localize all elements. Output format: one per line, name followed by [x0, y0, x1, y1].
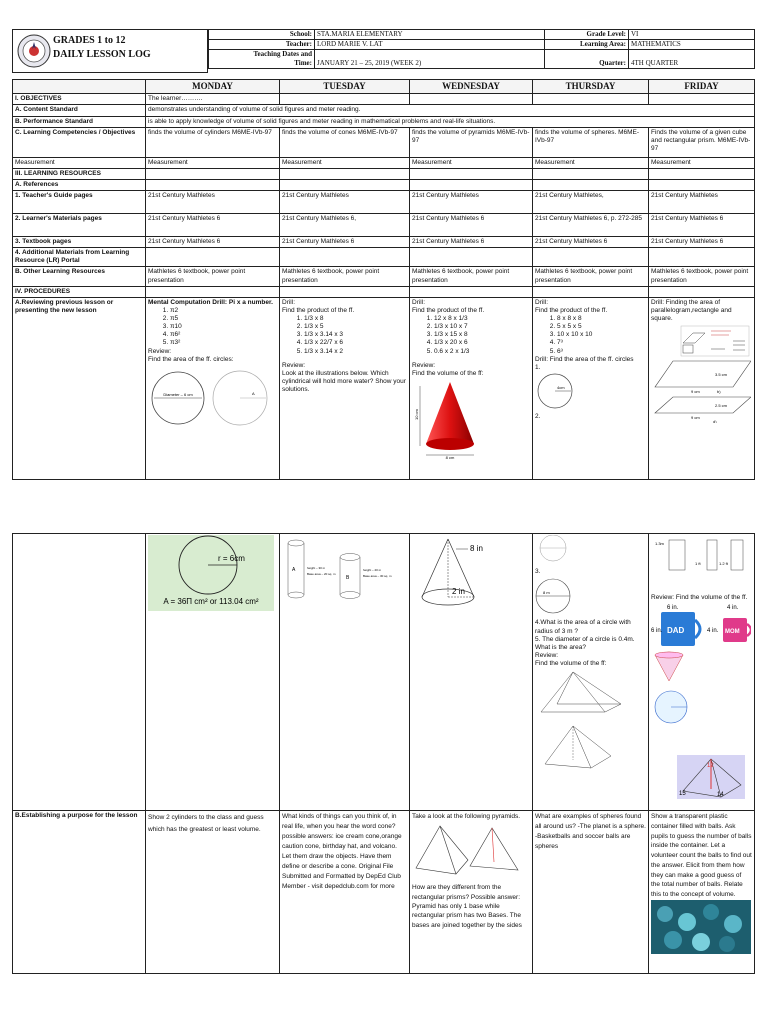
objectives-label: I. OBJECTIVES	[13, 94, 146, 105]
lm-tuesday: 21st Century Mathletes 6,	[280, 214, 410, 237]
tb-wednesday: 21st Century Mathletes 6	[410, 237, 533, 248]
lm-thursday: 21st Century Mathletes 6, p. 272-285	[533, 214, 649, 237]
day-thursday: THURSDAY	[533, 80, 649, 94]
monday-b-cell: Show 2 cylinders to the class and guess which has the greatest or least volume.	[146, 811, 280, 974]
friday-a-cont-cell	[649, 534, 755, 811]
mugs-figure	[651, 602, 751, 648]
dates-value: JANUARY 21 – 25, 2019 (WEEK 2)	[315, 49, 545, 68]
tg-wednesday: 21st Century Mathletes	[410, 191, 533, 214]
circle-small-figure	[535, 535, 571, 565]
list-item: 5. 1/3 x 3.14 x 2	[304, 348, 407, 356]
lesson-log-table-page1	[12, 79, 755, 480]
cylinder-b-label: B	[346, 575, 350, 581]
red-cone-figure	[412, 380, 482, 460]
day-monday: MONDAY	[146, 80, 280, 94]
area-value: MATHEMATICS	[629, 39, 755, 49]
list-item: 5. 0.6 x 2 x 1/3	[434, 348, 530, 356]
rect2-label: 1 ft	[695, 561, 701, 566]
title-dll: DAILY LESSON LOG	[53, 49, 151, 60]
thursday-q4: 4.What is the area of a circle with radius of 3 m ?	[535, 619, 631, 635]
content-standard-label: A. Content Standard	[13, 105, 146, 116]
performance-standard-label: B. Performance Standard	[13, 116, 146, 127]
references-label: A. References	[13, 179, 146, 190]
performance-standard-text: is able to apply knowledge of volume of solid figures and meter reading in mathematical problems and real-life situations.	[146, 116, 755, 127]
mug1-width-label: 6 in.	[667, 605, 679, 612]
tg-label: 1. Teacher's Guide pages	[13, 191, 146, 214]
rect3-label: 1.2 ft	[719, 561, 728, 566]
pyr-num-1: 12	[707, 762, 714, 769]
thursday-drill-label: Drill:	[535, 298, 548, 306]
grade-label: Grade Level:	[545, 30, 629, 40]
para1-item-label: b)	[717, 389, 721, 395]
circles-figure	[148, 366, 276, 426]
monday-a-cell	[146, 297, 280, 479]
para1-height-label: 3.5 cm	[715, 372, 728, 378]
list-item: 5. 6³	[557, 348, 646, 356]
teacher-value: LORD MARIE V. LAT	[315, 39, 545, 49]
thursday-n3: 3.	[535, 568, 541, 576]
friday-b-cell	[649, 811, 755, 974]
thursday-a-cell	[533, 297, 649, 479]
grade-value: VI	[629, 30, 755, 40]
cylinder-a-height: height – 30 m	[307, 566, 326, 570]
other-thursday: Mathletes 6 textbook, power point presentation	[533, 267, 649, 286]
tb-thursday: 21st Century Mathletes 6	[533, 237, 649, 248]
establishing-label: B.Establishing a purpose for the lesson	[13, 811, 146, 974]
day-friday: FRIDAY	[649, 80, 755, 94]
monday-drill-list	[164, 307, 277, 348]
circle-4cm-label: 4cm	[557, 384, 565, 390]
pyr-num-2: 15	[679, 790, 686, 797]
list-item: 2. 5 x 5 x 5	[557, 323, 646, 331]
list-item: 1. 8 x 8 x 8	[557, 315, 646, 323]
content-standard-text: demonstrates understanding of volume of solid figures and meter reading.	[146, 105, 755, 116]
circle-4cm-figure	[535, 372, 575, 410]
tuesday-a-cell	[280, 297, 410, 479]
tb-monday: 21st Century Mathletes 6	[146, 237, 280, 248]
wednesday-review-label: Review:	[412, 361, 436, 369]
thursday-n1: 1.	[535, 363, 541, 371]
list-item: 3. π10	[170, 323, 277, 331]
list-item: 4. 1/3 x 20 x 6	[434, 339, 530, 347]
mug1-height-label: 6 in.	[651, 628, 663, 635]
tuesday-a-cont-cell	[280, 534, 410, 811]
area-formula-label: A = 36Π cm² or 113.04 cm²	[163, 597, 259, 606]
para2-height-label: 2.5 cm	[715, 403, 728, 409]
thursday-b-cell: What are examples of spheres found all around us? -The planet is a sphere. -Basketballs and soccer balls are spheres	[533, 811, 649, 974]
cone-base-label: 8 cm	[445, 454, 455, 460]
measurement-tuesday: Measurement	[280, 157, 410, 168]
radius-label: r = 6cm	[218, 554, 245, 563]
thursday-n2: 2.	[535, 413, 541, 420]
list-item: 2. 1/3 x 5	[304, 323, 407, 331]
circle-8m-label: 8 m	[543, 590, 550, 596]
lm-friday: 21st Century Mathletes 6	[649, 214, 755, 237]
para2-base-label: 9 cm	[691, 415, 700, 421]
tuesday-drill-text: Find the product of the ff.	[282, 306, 355, 314]
thursday-drill-list	[551, 315, 646, 356]
rect1-label: 1.3m	[655, 541, 664, 546]
tg-tuesday: 21st Century Mathletes	[280, 191, 410, 214]
wednesday-a-cont-cell	[410, 534, 533, 811]
friday-a-cell	[649, 297, 755, 479]
friday-drill: Drill: Finding the area of parallelogram,rectangle and square.	[651, 298, 732, 322]
list-item: 2. π5	[170, 315, 277, 323]
wednesday-drill-label: Drill:	[412, 298, 425, 306]
tb-friday: 21st Century Mathletes 6	[649, 237, 755, 248]
pyr-num-3: 14	[717, 791, 724, 798]
dates-label: Teaching Dates and Time:	[209, 49, 315, 68]
wednesday-review-text: Find the volume of the ff:	[412, 369, 484, 377]
measurement-friday: Measurement	[649, 157, 755, 168]
rectangles-figure	[651, 535, 751, 591]
pyramids-sketch-figure	[412, 822, 530, 880]
reviewing-label: A.Reviewing previous lesson or presenting the new lesson	[13, 297, 146, 479]
day-tuesday: TUESDAY	[280, 80, 410, 94]
header-info-table	[208, 29, 755, 69]
mug2-height-label: 4 in.	[707, 628, 719, 635]
measurement-label: Measurement	[13, 157, 146, 168]
wednesday-a-cell	[410, 297, 533, 479]
tuesday-review-text: Look at the illustrations below. Which cylindrical will hold more water? Show your solutions.	[282, 369, 406, 393]
cone-line-figure	[412, 535, 530, 615]
thursday-a-cont-cell	[533, 534, 649, 811]
circle2-label: A	[252, 390, 255, 396]
solids-figure	[651, 651, 751, 751]
lm-label: 2. Learner's Materials pages	[13, 214, 146, 237]
school-value: STA.MARIA ELEMENTARY	[315, 30, 545, 40]
title-grades: GRADES 1 to 12	[53, 35, 126, 46]
deped-seal-icon	[17, 34, 51, 68]
other-resources-label: B. Other Learning Resources	[13, 267, 146, 286]
thursday-drill-text: Find the product of the ff.	[535, 306, 608, 314]
friday-review-text: Review: Find the volume of the ff.	[651, 594, 748, 602]
wednesday-b-cell	[410, 811, 533, 974]
mug1-text: DAD	[667, 626, 685, 636]
other-tuesday: Mathletes 6 textbook, power point presentation	[280, 267, 410, 286]
lm-monday: 21st Century Mathletes 6	[146, 214, 280, 237]
area-label: Learning Area:	[545, 39, 629, 49]
monday-review-label: Review:	[148, 347, 172, 355]
cylinder-a-base: Base area – 20 sq. m	[307, 572, 336, 576]
circle-8m-figure	[535, 576, 575, 616]
tg-monday: 21st Century Mathletes	[146, 191, 280, 214]
green-circle-figure	[148, 535, 274, 611]
list-item: 5. π3²	[170, 339, 277, 347]
cylinder-b-base: Base area – 30 sq. m	[363, 574, 392, 578]
title-block	[12, 29, 208, 73]
wednesday-b-text2: How are they different from the rectangular prisms? Possible answer: Pyramid has only 1 base while rectangular prism has two Bases. The bases are joined together by the sides	[412, 884, 522, 929]
list-item: 4. π6²	[170, 331, 277, 339]
tuesday-drill-label: Drill:	[282, 298, 295, 306]
cone2-height-label: 8 in	[470, 544, 483, 553]
tg-thursday: 21st Century Mathletes,	[533, 191, 649, 214]
additional-materials-label: 4. Additional Materials from Learning Resource (LR) Portal	[13, 248, 146, 267]
quarter-value: 4TH QUARTER	[629, 49, 755, 68]
resources-label: III. LEARNING RESOURCES	[13, 168, 146, 179]
circle1-label: Diameter – 6 cm	[163, 391, 193, 397]
parallelograms-figure	[651, 357, 751, 423]
day-header-row	[13, 80, 755, 94]
lesson-log-table-page2	[12, 533, 755, 974]
balls-container-photo	[651, 900, 751, 954]
cone2-radius-label: 2 in	[452, 587, 465, 596]
para1-base-label: 9 cm	[691, 389, 700, 395]
tb-tuesday: 21st Century Mathletes 6	[280, 237, 410, 248]
list-item: 3. 1/3 x 3.14 x 3	[304, 331, 407, 339]
thursday-q5: 5. The diameter of a circle is 0.4m. What is the area?	[535, 635, 635, 651]
other-monday: Mathletes 6 textbook, power point presentation	[146, 267, 280, 286]
list-item: 1. 12 x 8 x 1/3	[434, 315, 530, 323]
learner-text: The learner……….	[146, 94, 280, 105]
tuesday-review-label: Review:	[282, 361, 306, 369]
wednesday-drill-list	[428, 315, 530, 356]
list-item: 3. 1/3 x 15 x 8	[434, 331, 530, 339]
wednesday-b-text1: Take a look at the following pyramids.	[412, 813, 521, 820]
tg-friday: 21st Century Mathletes	[649, 191, 755, 214]
comp-thursday: finds the volume of spheres. M6ME-IVb-97	[533, 127, 649, 157]
measurement-monday: Measurement	[146, 157, 280, 168]
pyramid-numbers-figure	[677, 755, 745, 799]
other-friday: Mathletes 6 textbook, power point presentation	[649, 267, 755, 286]
comp-friday: Finds the volume of a given cube and rectangular prism. M6ME-IVb-97	[649, 127, 755, 157]
lm-wednesday: 21st Century Mathletes 6	[410, 214, 533, 237]
tuesday-drill-list	[298, 315, 407, 356]
monday-review-text: Find the area of the ff. circles:	[148, 355, 234, 363]
comp-wednesday: finds the volume of pyramids M6ME-IVb-97	[410, 127, 533, 157]
teacher-label: Teacher:	[209, 39, 315, 49]
shapes-sketch-figure	[651, 325, 751, 357]
school-label: School:	[209, 30, 315, 40]
list-item: 3. 10 x 10 x 10	[557, 331, 646, 339]
para2-item-label: d)	[713, 419, 717, 424]
competencies-label: C. Learning Competencies / Objectives	[13, 127, 146, 157]
cone-height-label: 10 cm	[414, 408, 419, 420]
list-item: 4. 7³	[557, 339, 646, 347]
list-item: 2. 1/3 x 10 x 7	[434, 323, 530, 331]
procedures-label: IV. PROCEDURES	[13, 286, 146, 297]
tuesday-b-cell: What kinds of things can you think of, in real life, when you hear the word cone? possible answers: ice cream cone,orange caution cone, birthday hat, and volcano. Let them draw the objects. Have them define or describe a cone. Original File Submitted and Formatted by DepEd Club Member - visit depedclub.com for more	[280, 811, 410, 974]
comp-tuesday: finds the volume of cones M6ME-IVb-97	[280, 127, 410, 157]
friday-b-text: Show a transparent plastic container filled with balls. Ask pupils to guess the number of balls inside the container. Let a volunteer count the balls to find out the answer. Elicit from them how they can make a good guess of the total number of balls. Relate this to the concept of volume.	[651, 813, 752, 898]
list-item: 1. 1/3 x 8	[304, 315, 407, 323]
comp-monday: finds the volume of cylinders M6ME-IVb-97	[146, 127, 280, 157]
pyramids-figure	[535, 668, 645, 772]
cylinder-b-height: height – 20 m	[363, 568, 382, 572]
list-item: 4. 1/3 x 22/7 x 6	[304, 339, 407, 347]
cylinders-figure	[282, 535, 408, 605]
thursday-review-text: Find the volume of the ff:	[535, 660, 607, 667]
thursday-review-label: Review:	[535, 651, 559, 659]
other-wednesday: Mathletes 6 textbook, power point presentation	[410, 267, 533, 286]
thursday-drill2: Drill: Find the area of the ff. circles	[535, 355, 634, 363]
monday-drill-title: Mental Computation Drill: Pi x a number.	[148, 298, 273, 306]
cylinder-a-label: A	[292, 567, 296, 573]
wednesday-drill-text: Find the product of the ff.	[412, 306, 485, 314]
mug2-width-label: 4 in.	[727, 605, 739, 612]
mug2-text: MOM	[725, 629, 740, 636]
measurement-thursday: Measurement	[533, 157, 649, 168]
tb-label: 3. Textbook pages	[13, 237, 146, 248]
monday-a-cont-cell	[146, 534, 280, 811]
list-item: 1. π2	[170, 307, 277, 315]
measurement-wednesday: Measurement	[410, 157, 533, 168]
quarter-label: Quarter:	[545, 49, 629, 68]
day-wednesday: WEDNESDAY	[410, 80, 533, 94]
